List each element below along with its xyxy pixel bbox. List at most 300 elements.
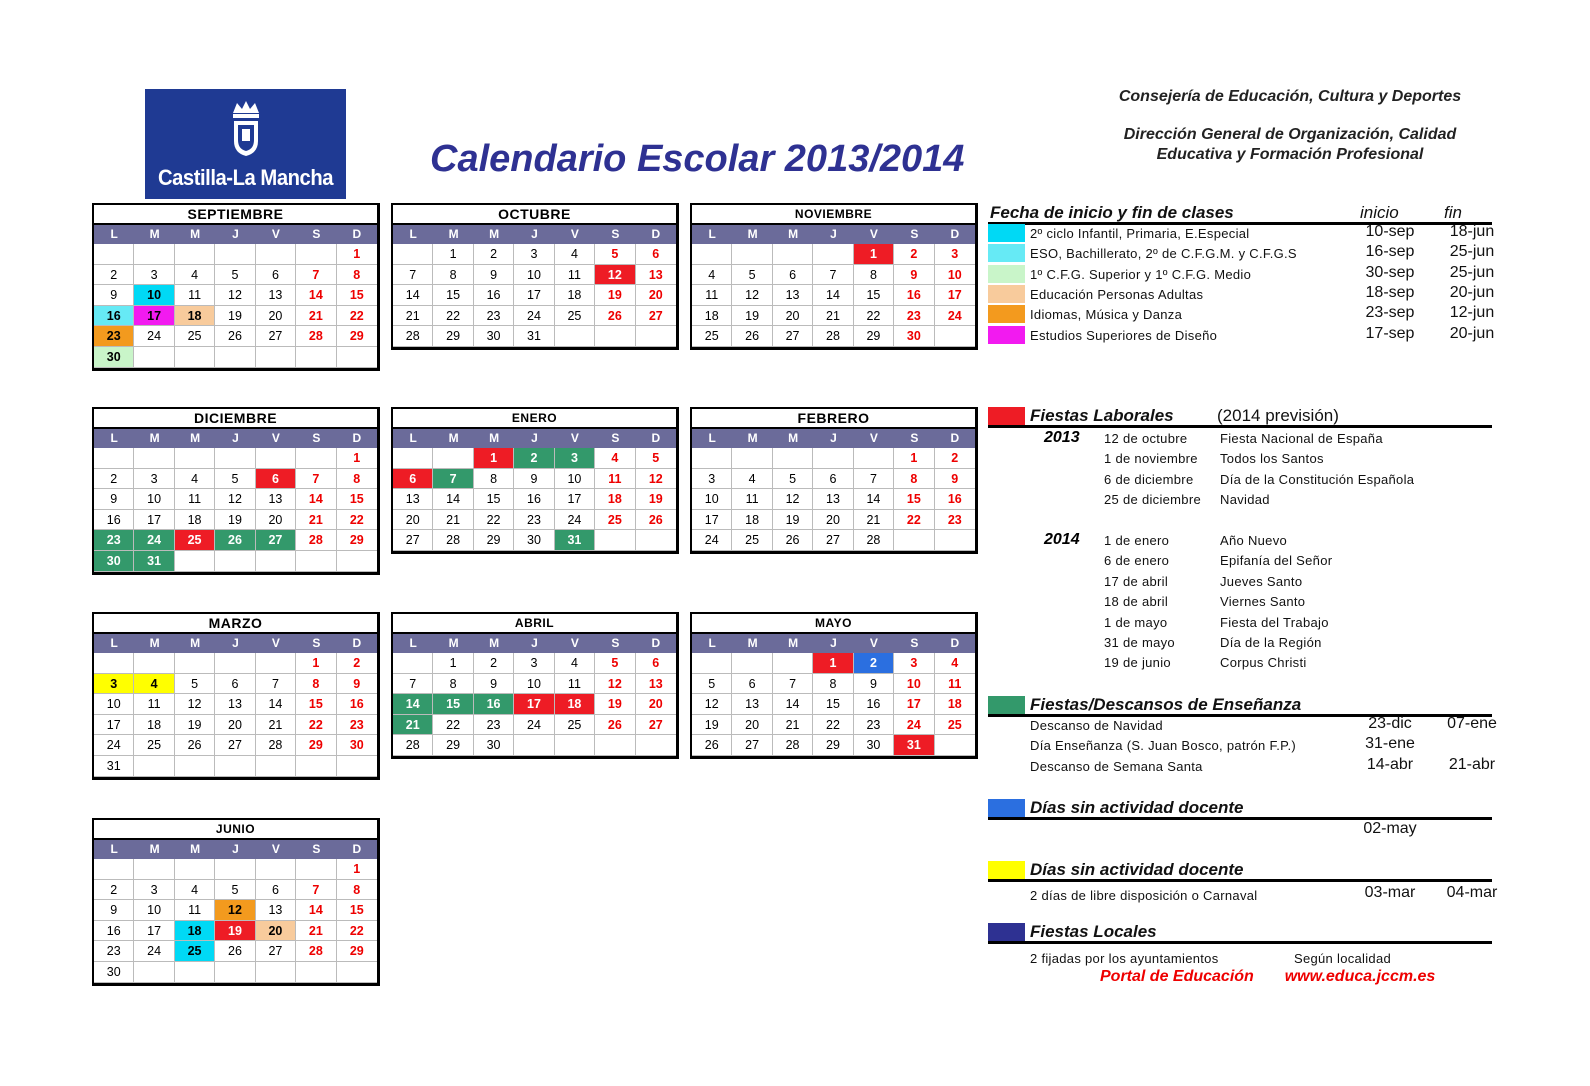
day-cell: 27 — [256, 326, 296, 347]
empty-cell — [337, 551, 377, 572]
day-cell: 17 — [692, 510, 732, 531]
day-cell: 1 — [433, 244, 473, 265]
day-cell: 19 — [732, 306, 772, 327]
day-cell: 21 — [393, 715, 433, 736]
weekday-label: V — [570, 636, 579, 650]
empty-cell — [595, 735, 635, 756]
sin-actividad-1-title: Días sin actividad docente — [1030, 798, 1244, 817]
fiesta-name: Navidad — [1220, 492, 1270, 508]
weekday-label: L — [110, 431, 118, 445]
fiestas-locales-label: 2 fijadas por los ayuntamientos — [1030, 951, 1219, 966]
day-cell: 22 — [854, 306, 894, 327]
day-cell: 8 — [337, 469, 377, 490]
day-cell: 4 — [175, 265, 215, 286]
weekday-label: M — [788, 431, 799, 445]
fiestas-locales-title: Fiestas Locales — [1030, 922, 1157, 941]
day-cell: 9 — [935, 469, 975, 490]
day-cell: 1 — [296, 653, 336, 674]
day-cell: 18 — [732, 510, 772, 531]
day-cell: 9 — [337, 674, 377, 695]
day-cell: 24 — [94, 735, 134, 756]
weekday-label: D — [352, 227, 362, 241]
day-cell: 7 — [393, 265, 433, 286]
month-noviembre — [690, 203, 978, 350]
fiestas-laborales-swatch — [988, 407, 1025, 425]
weekday-label: V — [271, 842, 280, 856]
day-cell: 18 — [175, 510, 215, 531]
clases-label: Estudios Superiores de Diseño — [1030, 327, 1218, 343]
day-cell: 30 — [474, 326, 514, 347]
day-cell: 1 — [433, 653, 473, 674]
empty-cell — [256, 448, 296, 469]
empty-cell — [134, 653, 174, 674]
day-cell: 28 — [433, 530, 473, 551]
fiesta-name: Año Nuevo — [1220, 533, 1288, 548]
legend-swatch — [988, 305, 1025, 323]
day-cell: 9 — [514, 469, 554, 490]
fiesta-name: Día de la Constitución Española — [1220, 471, 1415, 487]
day-cell: 24 — [692, 530, 732, 551]
day-cell: 7 — [296, 469, 336, 490]
day-cell: 28 — [296, 941, 336, 962]
empty-cell — [256, 551, 296, 572]
day-grid — [94, 859, 377, 983]
day-cell: 13 — [813, 489, 853, 510]
day-cell: 25 — [935, 715, 975, 736]
day-cell: 30 — [894, 326, 934, 347]
fiesta-date: 1 de mayo — [1104, 614, 1168, 630]
day-cell: 13 — [393, 489, 433, 510]
weekday-label: M — [190, 227, 201, 241]
day-cell: 14 — [773, 694, 813, 715]
empty-cell — [296, 756, 336, 777]
day-cell: 20 — [732, 715, 772, 736]
day-cell: 13 — [256, 489, 296, 510]
weekday-label: L — [110, 636, 118, 650]
day-cell: 10 — [692, 489, 732, 510]
weekday-label: S — [312, 842, 321, 856]
day-cell: 29 — [474, 530, 514, 551]
day-cell: 9 — [854, 674, 894, 695]
day-cell: 20 — [393, 510, 433, 531]
day-cell: 31 — [555, 530, 595, 551]
footer-url-link[interactable]: www.educa.jccm.es — [1284, 968, 1436, 985]
weekday-label: S — [611, 431, 620, 445]
weekday-label: M — [149, 636, 160, 650]
fiesta-name: Epifanía del Señor — [1220, 553, 1333, 569]
empty-cell — [813, 448, 853, 469]
day-cell: 16 — [854, 694, 894, 715]
weekday-label: M — [149, 431, 160, 445]
legend-swatch — [988, 244, 1025, 262]
day-cell: 12 — [636, 469, 676, 490]
day-cell: 12 — [215, 489, 255, 510]
day-cell: 23 — [514, 510, 554, 531]
weekday-header — [94, 840, 377, 859]
weekday-header — [692, 225, 975, 244]
fiesta-name: Jueves Santo — [1220, 573, 1303, 589]
weekday-header — [94, 429, 377, 448]
day-cell: 8 — [894, 469, 934, 490]
sin-actividad-1-value: 02-may — [1363, 820, 1417, 837]
clases-fin: 20-jun — [1449, 283, 1495, 301]
day-cell: 2 — [474, 653, 514, 674]
direccion-line1: Dirección General de Organización, Calidad — [1123, 126, 1457, 143]
empty-cell — [337, 756, 377, 777]
empty-cell — [636, 530, 676, 551]
empty-cell — [935, 735, 975, 756]
day-cell: 19 — [215, 510, 255, 531]
day-cell: 2 — [337, 653, 377, 674]
fiestas-year: 2013 — [1044, 429, 1080, 446]
empty-cell — [256, 962, 296, 983]
fiestas-laborales-title: Fiestas Laborales — [1030, 406, 1174, 425]
day-cell: 17 — [935, 285, 975, 306]
day-cell: 19 — [175, 715, 215, 736]
month-title: FEBRERO — [692, 409, 975, 429]
day-cell: 16 — [94, 510, 134, 531]
day-cell: 10 — [94, 694, 134, 715]
clases-label: ESO, Bachillerato, 2º de C.F.G.M. y C.F.G.S — [1030, 246, 1297, 262]
day-cell: 26 — [175, 735, 215, 756]
empty-cell — [433, 448, 473, 469]
day-cell: 24 — [894, 715, 934, 736]
day-cell: 8 — [474, 469, 514, 490]
empty-cell — [692, 244, 732, 265]
clases-fin: 20-jun — [1449, 324, 1495, 342]
day-cell: 23 — [94, 326, 134, 347]
day-cell: 3 — [134, 265, 174, 286]
day-cell: 30 — [94, 551, 134, 572]
day-cell: 11 — [692, 285, 732, 306]
empty-cell — [555, 735, 595, 756]
empty-cell — [175, 859, 215, 880]
day-cell: 31 — [94, 756, 134, 777]
weekday-label: V — [869, 636, 878, 650]
weekday-label: M — [489, 431, 500, 445]
day-cell: 28 — [813, 326, 853, 347]
day-cell: 27 — [256, 941, 296, 962]
day-cell: 14 — [296, 489, 336, 510]
day-cell: 28 — [296, 326, 336, 347]
empty-cell — [175, 244, 215, 265]
day-grid — [94, 653, 377, 777]
weekday-label: S — [910, 431, 919, 445]
day-cell: 23 — [474, 715, 514, 736]
day-grid — [692, 244, 975, 347]
day-cell: 7 — [854, 469, 894, 490]
col-inicio: inicio — [1360, 203, 1399, 222]
empty-cell — [692, 653, 732, 674]
empty-cell — [175, 962, 215, 983]
day-cell: 19 — [215, 306, 255, 327]
day-cell: 30 — [474, 735, 514, 756]
day-cell: 22 — [894, 510, 934, 531]
fiestas-locales-rule — [988, 941, 1492, 944]
day-cell: 21 — [296, 921, 336, 942]
day-cell: 10 — [894, 674, 934, 695]
day-cell: 26 — [595, 715, 635, 736]
day-cell: 20 — [215, 715, 255, 736]
day-cell: 3 — [514, 653, 554, 674]
empty-cell — [854, 448, 894, 469]
month-septiembre — [92, 203, 380, 371]
day-cell: 20 — [256, 306, 296, 327]
day-cell: 12 — [595, 265, 635, 286]
empty-cell — [813, 244, 853, 265]
weekday-label: S — [312, 636, 321, 650]
day-cell: 5 — [215, 469, 255, 490]
day-cell: 3 — [134, 469, 174, 490]
empty-cell — [773, 448, 813, 469]
fiesta-date: 19 de junio — [1104, 655, 1171, 671]
direccion-line2: Educativa y Formación Profesional — [1156, 146, 1424, 163]
weekday-label: J — [232, 227, 239, 241]
empty-cell — [215, 962, 255, 983]
weekday-label: M — [149, 842, 160, 856]
fiesta-date: 6 de diciembre — [1104, 471, 1194, 487]
day-cell: 21 — [854, 510, 894, 531]
day-cell: 13 — [636, 674, 676, 695]
day-cell: 21 — [296, 306, 336, 327]
empty-cell — [337, 347, 377, 368]
fiesta-date: 1 de enero — [1104, 533, 1170, 548]
empty-cell — [393, 448, 433, 469]
empty-cell — [175, 653, 215, 674]
empty-cell — [175, 551, 215, 572]
empty-cell — [296, 859, 336, 880]
empty-cell — [636, 735, 676, 756]
day-cell: 26 — [773, 530, 813, 551]
fiestas-laborales-rule — [988, 425, 1492, 428]
weekday-label: L — [708, 431, 716, 445]
day-cell: 16 — [94, 306, 134, 327]
day-cell: 2 — [94, 469, 134, 490]
empty-cell — [134, 756, 174, 777]
day-cell: 3 — [555, 448, 595, 469]
day-cell: 14 — [296, 285, 336, 306]
day-cell: 31 — [514, 326, 554, 347]
fiestas-locales-swatch — [988, 923, 1025, 941]
day-cell: 3 — [935, 244, 975, 265]
day-cell: 7 — [773, 674, 813, 695]
fiesta-date: 12 de octubre — [1104, 431, 1188, 446]
day-cell: 26 — [636, 510, 676, 531]
day-cell: 14 — [393, 285, 433, 306]
day-cell: 30 — [337, 735, 377, 756]
day-cell: 19 — [595, 285, 635, 306]
day-cell: 18 — [692, 306, 732, 327]
empty-cell — [935, 326, 975, 347]
weekday-label: L — [409, 431, 417, 445]
day-cell: 15 — [433, 285, 473, 306]
footer-portal: Portal de Educación — [1100, 968, 1254, 985]
page-title: Calendario Escolar 2013/2014 — [430, 138, 965, 180]
empty-cell — [692, 448, 732, 469]
day-cell: 6 — [393, 469, 433, 490]
weekday-label: V — [271, 227, 280, 241]
weekday-label: D — [950, 431, 960, 445]
day-cell: 6 — [215, 674, 255, 695]
day-cell: 31 — [134, 551, 174, 572]
empty-cell — [215, 859, 255, 880]
day-cell: 28 — [773, 735, 813, 756]
day-cell: 4 — [134, 674, 174, 695]
day-cell: 23 — [337, 715, 377, 736]
day-cell: 11 — [732, 489, 772, 510]
weekday-label: D — [352, 636, 362, 650]
weekday-label: D — [950, 636, 960, 650]
weekday-label: S — [312, 227, 321, 241]
day-cell: 2 — [94, 880, 134, 901]
day-cell: 29 — [433, 326, 473, 347]
day-cell: 25 — [555, 306, 595, 327]
weekday-label: L — [708, 636, 716, 650]
fiesta-name: Viernes Santo — [1220, 594, 1306, 610]
day-cell: 9 — [94, 489, 134, 510]
weekday-label: L — [708, 227, 716, 241]
day-cell: 21 — [256, 715, 296, 736]
weekday-label: M — [448, 636, 459, 650]
weekday-header — [393, 634, 676, 653]
day-cell: 29 — [813, 735, 853, 756]
day-cell: 26 — [692, 735, 732, 756]
empty-cell — [555, 326, 595, 347]
weekday-header — [393, 429, 676, 448]
empty-cell — [134, 347, 174, 368]
day-grid — [692, 653, 975, 756]
weekday-label: M — [448, 227, 459, 241]
day-cell: 26 — [215, 941, 255, 962]
day-cell: 5 — [595, 244, 635, 265]
month-title: NOVIEMBRE — [692, 205, 975, 225]
empty-cell — [134, 962, 174, 983]
empty-cell — [256, 653, 296, 674]
empty-cell — [595, 530, 635, 551]
day-cell: 10 — [935, 265, 975, 286]
day-cell: 8 — [433, 265, 473, 286]
day-cell: 20 — [813, 510, 853, 531]
day-cell: 4 — [935, 653, 975, 674]
day-cell: 17 — [134, 921, 174, 942]
day-cell: 26 — [215, 530, 255, 551]
clases-label: 2º ciclo Infantil, Primaria, E.Especial — [1030, 226, 1250, 241]
day-cell: 22 — [433, 715, 473, 736]
day-cell: 28 — [393, 326, 433, 347]
day-cell: 3 — [894, 653, 934, 674]
day-cell: 27 — [813, 530, 853, 551]
day-cell: 3 — [94, 674, 134, 695]
day-cell: 10 — [514, 265, 554, 286]
day-cell: 17 — [555, 489, 595, 510]
day-cell: 25 — [175, 530, 215, 551]
day-cell: 19 — [595, 694, 635, 715]
day-cell: 21 — [393, 306, 433, 327]
weekday-label: D — [352, 842, 362, 856]
weekday-label: L — [110, 842, 118, 856]
day-cell: 28 — [256, 735, 296, 756]
day-cell: 16 — [474, 694, 514, 715]
empty-cell — [296, 244, 336, 265]
day-cell: 28 — [393, 735, 433, 756]
empty-cell — [256, 859, 296, 880]
day-cell: 23 — [854, 715, 894, 736]
weekday-label: V — [869, 431, 878, 445]
day-cell: 15 — [433, 694, 473, 715]
day-cell: 12 — [773, 489, 813, 510]
month-title: DICIEMBRE — [94, 409, 377, 429]
day-cell: 24 — [514, 715, 554, 736]
day-cell: 2 — [894, 244, 934, 265]
weekday-label: M — [747, 636, 758, 650]
day-grid — [94, 244, 377, 368]
day-cell: 4 — [175, 469, 215, 490]
day-cell: 14 — [393, 694, 433, 715]
day-cell: 25 — [175, 326, 215, 347]
day-cell: 29 — [337, 941, 377, 962]
day-grid — [94, 448, 377, 572]
day-cell: 11 — [175, 285, 215, 306]
empty-cell — [393, 653, 433, 674]
fiesta-name: Fiesta Nacional de España — [1220, 431, 1383, 446]
day-cell: 8 — [433, 674, 473, 695]
empty-cell — [94, 244, 134, 265]
day-grid — [393, 653, 676, 756]
empty-cell — [636, 326, 676, 347]
castilla-la-mancha-logo — [145, 89, 346, 199]
month-title: MARZO — [94, 614, 377, 634]
sin-actividad-2-title: Días sin actividad docente — [1030, 860, 1244, 879]
weekday-header — [692, 429, 975, 448]
day-cell: 5 — [215, 880, 255, 901]
day-cell: 3 — [692, 469, 732, 490]
empty-cell — [215, 244, 255, 265]
day-cell: 19 — [773, 510, 813, 531]
day-cell: 21 — [296, 510, 336, 531]
empty-cell — [215, 448, 255, 469]
day-cell: 12 — [732, 285, 772, 306]
day-cell: 15 — [337, 285, 377, 306]
day-cell: 22 — [474, 510, 514, 531]
day-cell: 18 — [134, 715, 174, 736]
empty-cell — [337, 962, 377, 983]
empty-cell — [175, 448, 215, 469]
weekday-label: V — [570, 227, 579, 241]
day-grid — [692, 448, 975, 551]
day-cell: 4 — [732, 469, 772, 490]
weekday-label: S — [611, 636, 620, 650]
empty-cell — [296, 962, 336, 983]
day-cell: 8 — [813, 674, 853, 695]
weekday-label: M — [190, 431, 201, 445]
weekday-label: L — [409, 636, 417, 650]
day-cell: 14 — [813, 285, 853, 306]
day-cell: 25 — [175, 941, 215, 962]
day-cell: 1 — [854, 244, 894, 265]
fiesta-date: 6 de enero — [1104, 553, 1170, 569]
footer — [1100, 968, 1470, 986]
day-cell: 2 — [474, 244, 514, 265]
day-cell: 4 — [555, 653, 595, 674]
day-cell: 9 — [474, 674, 514, 695]
day-cell: 1 — [894, 448, 934, 469]
weekday-label: M — [788, 636, 799, 650]
weekday-label: M — [747, 227, 758, 241]
weekday-label: M — [149, 227, 160, 241]
day-cell: 28 — [296, 530, 336, 551]
empty-cell — [732, 448, 772, 469]
empty-cell — [514, 735, 554, 756]
